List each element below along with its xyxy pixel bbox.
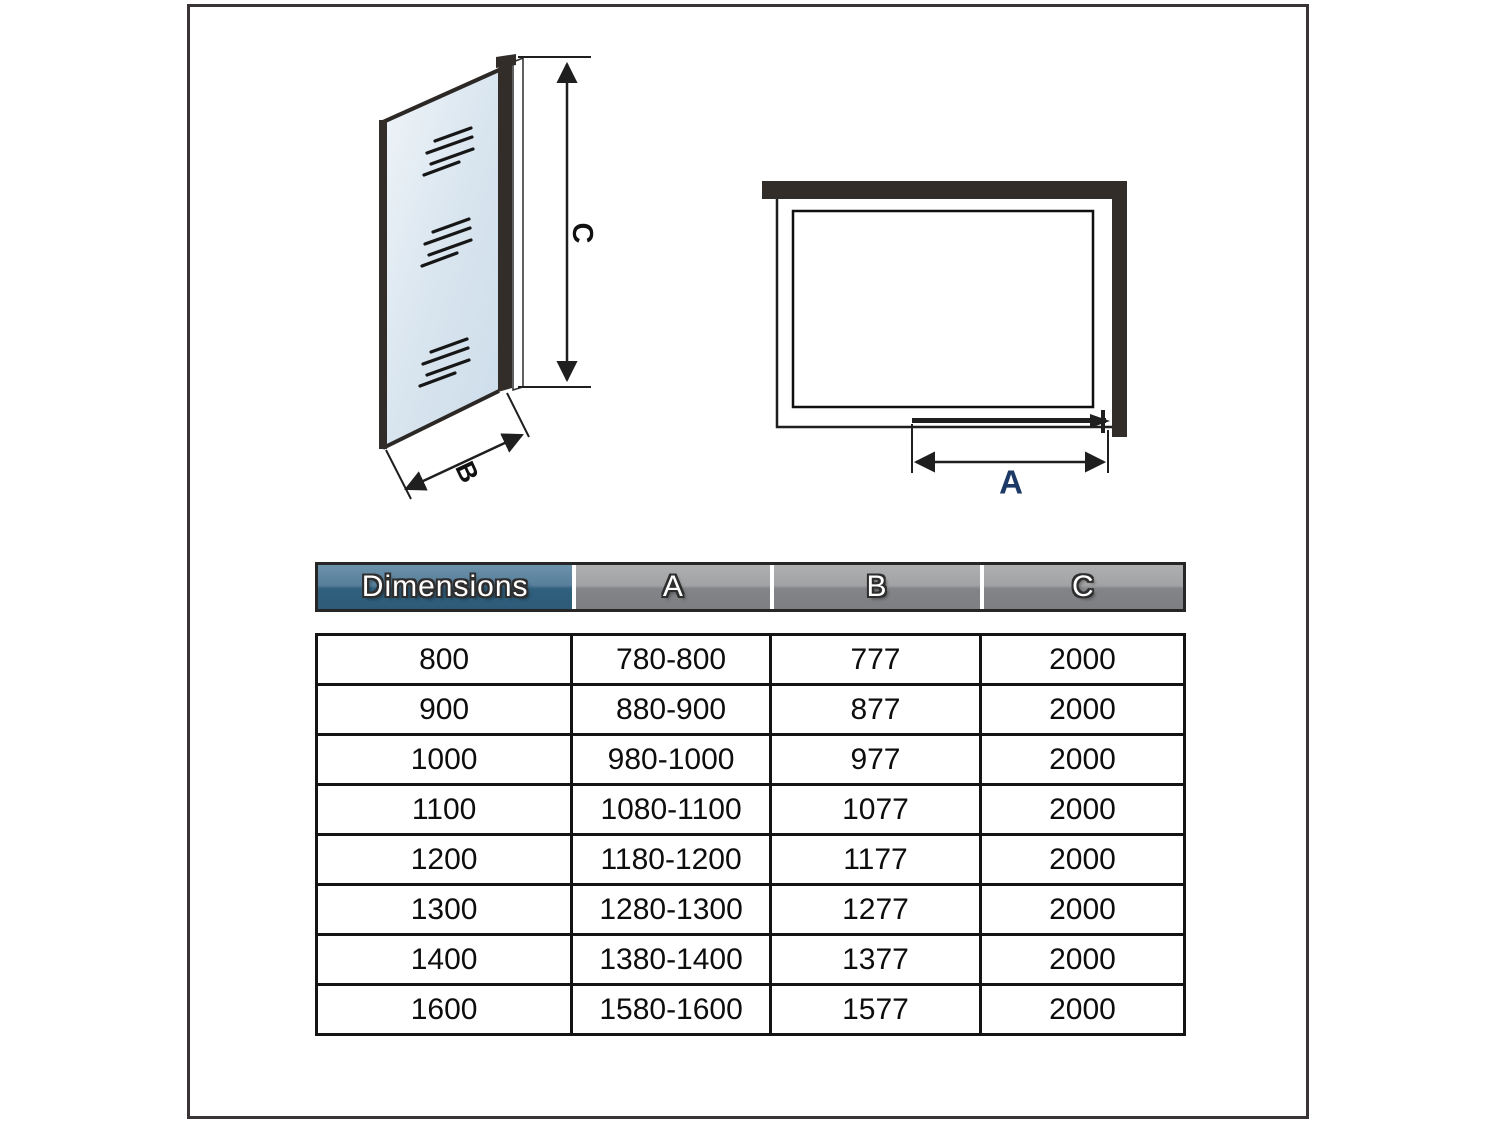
shower-tray xyxy=(793,211,1093,407)
table-cell: 1280-1300 xyxy=(572,885,771,935)
table-row xyxy=(317,985,1185,1035)
dim-c-label: C xyxy=(566,222,598,244)
table-cell: 1300 xyxy=(317,885,572,935)
header-cell-b: B xyxy=(770,565,979,609)
table-cell: 880-900 xyxy=(572,685,771,735)
table-cell: 1180-1200 xyxy=(572,835,771,885)
table-cell: 1277 xyxy=(770,885,980,935)
table-cell: 2000 xyxy=(981,935,1185,985)
table-row xyxy=(317,785,1185,835)
wall-profile-bar xyxy=(498,62,512,392)
dim-b-label: B xyxy=(449,456,485,488)
table-cell: 1077 xyxy=(770,785,980,835)
table-cell: 777 xyxy=(770,635,980,685)
top-view-diagram xyxy=(750,170,1140,495)
table-row xyxy=(317,835,1185,885)
table-row xyxy=(317,935,1185,985)
side-view-diagram xyxy=(360,40,615,515)
table-cell: 2000 xyxy=(981,785,1185,835)
dim-a-label: A xyxy=(999,463,1023,495)
table-cell: 980-1000 xyxy=(572,735,771,785)
table-cell: 2000 xyxy=(981,735,1185,785)
profile-side-face xyxy=(513,58,523,390)
table-cell: 800 xyxy=(317,635,572,685)
table-cell: 1577 xyxy=(770,985,980,1035)
table-row xyxy=(317,635,1185,685)
wall-right xyxy=(1112,181,1127,437)
dim-b-extension-right xyxy=(507,393,529,437)
table-row xyxy=(317,885,1185,935)
table-cell: 1200 xyxy=(317,835,572,885)
table-cell: 1377 xyxy=(770,935,980,985)
header-cell-a: A xyxy=(572,565,770,609)
table-cell: 1080-1100 xyxy=(572,785,771,835)
table-row xyxy=(317,685,1185,735)
table-cell: 2000 xyxy=(981,685,1185,735)
dimension-table-header xyxy=(315,562,1186,612)
wall-top xyxy=(762,181,1127,199)
header-cell-c: C xyxy=(980,565,1183,609)
table-cell: 1400 xyxy=(317,935,572,985)
table-cell: 977 xyxy=(770,735,980,785)
table-row xyxy=(317,735,1185,785)
table-cell: 780-800 xyxy=(572,635,771,685)
dim-b-extension-left xyxy=(386,450,411,499)
table-cell: 2000 xyxy=(981,885,1185,935)
table-cell: 2000 xyxy=(981,835,1185,885)
table-cell: 1380-1400 xyxy=(572,935,771,985)
table-cell: 1000 xyxy=(317,735,572,785)
dimension-table xyxy=(315,633,1186,1036)
table-cell: 1177 xyxy=(770,835,980,885)
glass-screen-line xyxy=(912,418,1106,423)
table-cell: 877 xyxy=(770,685,980,735)
table-cell: 900 xyxy=(317,685,572,735)
table-cell: 1100 xyxy=(317,785,572,835)
table-cell: 2000 xyxy=(981,635,1185,685)
dimension-table-body xyxy=(317,635,1185,1035)
table-cell: 1600 xyxy=(317,985,572,1035)
table-cell: 2000 xyxy=(981,985,1185,1035)
table-cell: 1580-1600 xyxy=(572,985,771,1035)
header-cell-dimensions: Dimensions xyxy=(318,565,572,609)
